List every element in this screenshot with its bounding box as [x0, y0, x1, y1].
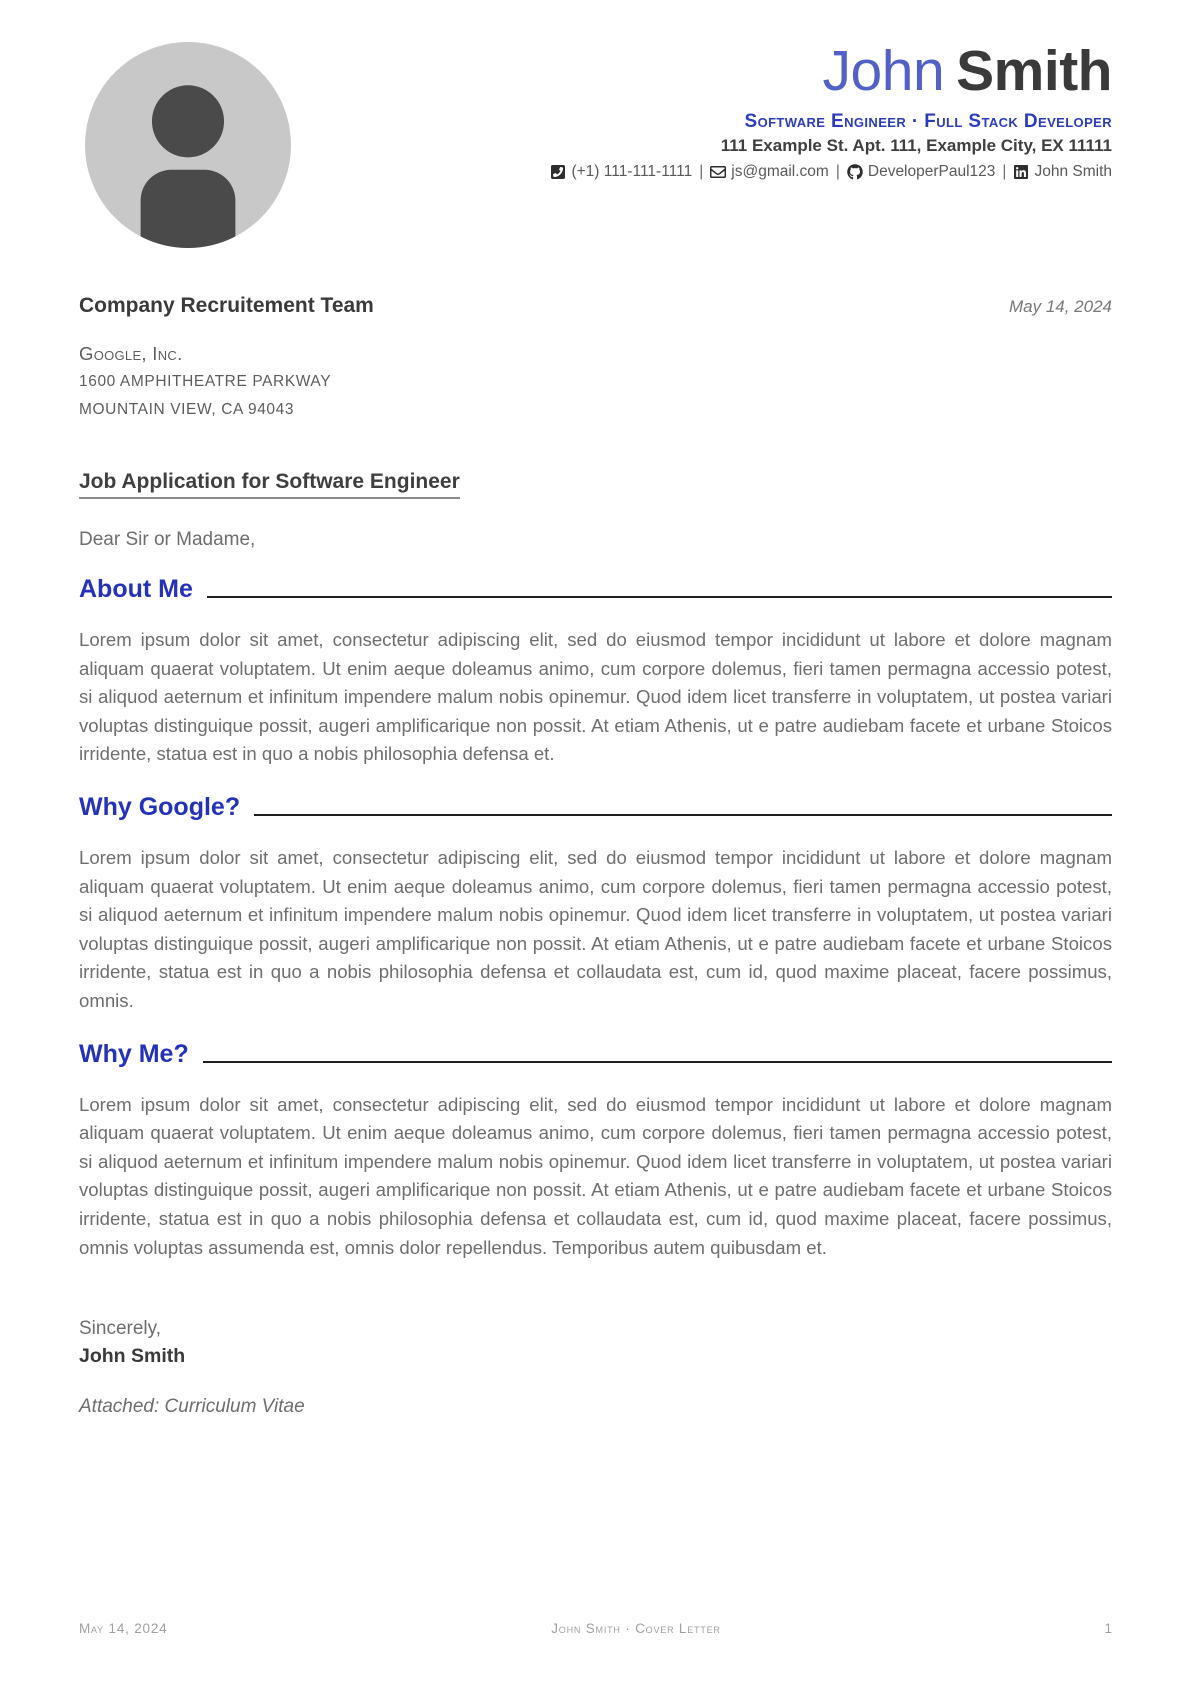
last-name: Smith [956, 39, 1112, 103]
attachment-note: Attached: Curriculum Vitae [79, 1396, 305, 1418]
first-name: John [822, 39, 945, 103]
github-link[interactable] [847, 163, 996, 181]
header-identity [79, 39, 1112, 181]
envelope-icon [710, 164, 726, 180]
phone-number: (+1) 111-111-1111 [571, 162, 693, 180]
section-heading-row [79, 1040, 1112, 1069]
footer-date: May 14, 2024 [79, 1621, 168, 1636]
phone-link[interactable] [550, 163, 692, 181]
letter-date: May 14, 2024 [1008, 297, 1112, 316]
letter-title: Job Application for Software Engineer [79, 470, 460, 499]
company-address-line2: MOUNTAIN VIEW, CA 94043 [79, 401, 295, 418]
header [79, 39, 1112, 254]
recipient-row [79, 294, 1112, 318]
footer-doc-title: John Smith · Cover Letter [551, 1621, 721, 1636]
github-username: DeveloperPaul123 [867, 162, 996, 180]
section-rule [207, 596, 1112, 598]
salutation: Dear Sir or Madame, [79, 529, 256, 550]
section-body: Lorem ipsum dolor sit amet, consectetur adipiscing elit, sed do eiusmod tempor incididunt ut labore et dolore magnam aliquam quaerat voluptatem. Ut enim aeque doleamus animo, cum corpore dolemus, fieri tamen permagna accessio potest, si aliquod aeternum et infinitum impendere malum nobis opinemur. Quod idem licet transferre in voluptatem, ut postea variari voluptas distinguique possit, augeri amplificarique non possit. At etiam Athenis, ut e patre audiebam facete et urbane Stoicos irridente, statua est in quo a nobis philosophia defensa et. [79, 629, 1112, 765]
signature-name: John Smith [79, 1345, 186, 1368]
section-body: Lorem ipsum dolor sit amet, consectetur adipiscing elit, sed do eiusmod tempor incididunt ut labore et dolore magnam aliquam quaerat voluptatem. Ut enim aeque doleamus animo, cum corpore dolemus, fieri tamen permagna accessio potest, si aliquod aeternum et infinitum impendere malum nobis opinemur. Quod idem licet transferre in voluptatem, ut postea variari voluptas distinguique possit, augeri amplificarique non possit. At etiam Athenis, ut e patre audiebam facete et urbane Stoicos irridente, statua est in quo a nobis philosophia defensa et collaudata est, cum id, quod maxime placeat, facere possimus, omnis. [79, 846, 1112, 1011]
section-rule [254, 814, 1112, 816]
section-rule [203, 1061, 1112, 1063]
linkedin-link[interactable] [1013, 163, 1112, 181]
company-address-block [79, 340, 1112, 424]
section-why-me [79, 1040, 1112, 1263]
phone-square-icon [550, 164, 566, 180]
github-icon [847, 164, 863, 180]
section-heading-row [79, 575, 1112, 604]
contact-separator: | [699, 162, 704, 180]
company-name: Google, Inc. [79, 343, 183, 364]
page-footer [79, 1621, 1112, 1636]
section-why-google [79, 793, 1112, 1016]
closing [79, 1318, 1112, 1368]
email-link[interactable] [710, 163, 829, 181]
section-heading-row [79, 793, 1112, 822]
letter-title-wrap [79, 470, 1112, 499]
linkedin-name: John Smith [1034, 162, 1112, 180]
email-address: js@gmail.com [731, 162, 829, 180]
section-about-me [79, 575, 1112, 769]
section-body: Lorem ipsum dolor sit amet, consectetur adipiscing elit, sed do eiusmod tempor incididunt ut labore et dolore magnam aliquam quaerat voluptatem. Ut enim aeque doleamus animo, cum corpore dolemus, fieri tamen permagna accessio potest, si aliquod aeternum et infinitum impendere malum nobis opinemur. Quod idem licet transferre in voluptatem, ut postea variari voluptas distinguique possit, augeri amplificarique non possit. At etiam Athenis, ut e patre audiebam facete et urbane Stoicos irridente, statua est in quo a nobis philosophia defensa et collaudata est, cum id, quod maxime placeat, facere possimus, omnis voluptas assumenda est, omnis dolor repellendus. Temporibus autem quibusdam et. [79, 1093, 1112, 1258]
section-heading: Why Google? [79, 792, 241, 821]
company-address-line1: 1600 AMPHITHEATRE PARKWAY [79, 373, 332, 390]
contact-separator: | [835, 162, 840, 180]
linkedin-icon [1013, 164, 1029, 180]
contact-line [79, 163, 1112, 181]
position-title: Software Engineer · Full Stack Developer [744, 110, 1112, 132]
valediction: Sincerely, [79, 1318, 162, 1340]
street-address: 111 Example St. Apt. 111, Example City, EX 11111 [720, 135, 1112, 155]
footer-page-number: 1 [1104, 1621, 1112, 1636]
contact-separator: | [1002, 162, 1007, 180]
section-heading: About Me [79, 575, 193, 603]
recipient-name: Company Recruitement Team [79, 294, 374, 317]
full-name [79, 39, 1112, 103]
section-heading: Why Me? [79, 1039, 189, 1068]
